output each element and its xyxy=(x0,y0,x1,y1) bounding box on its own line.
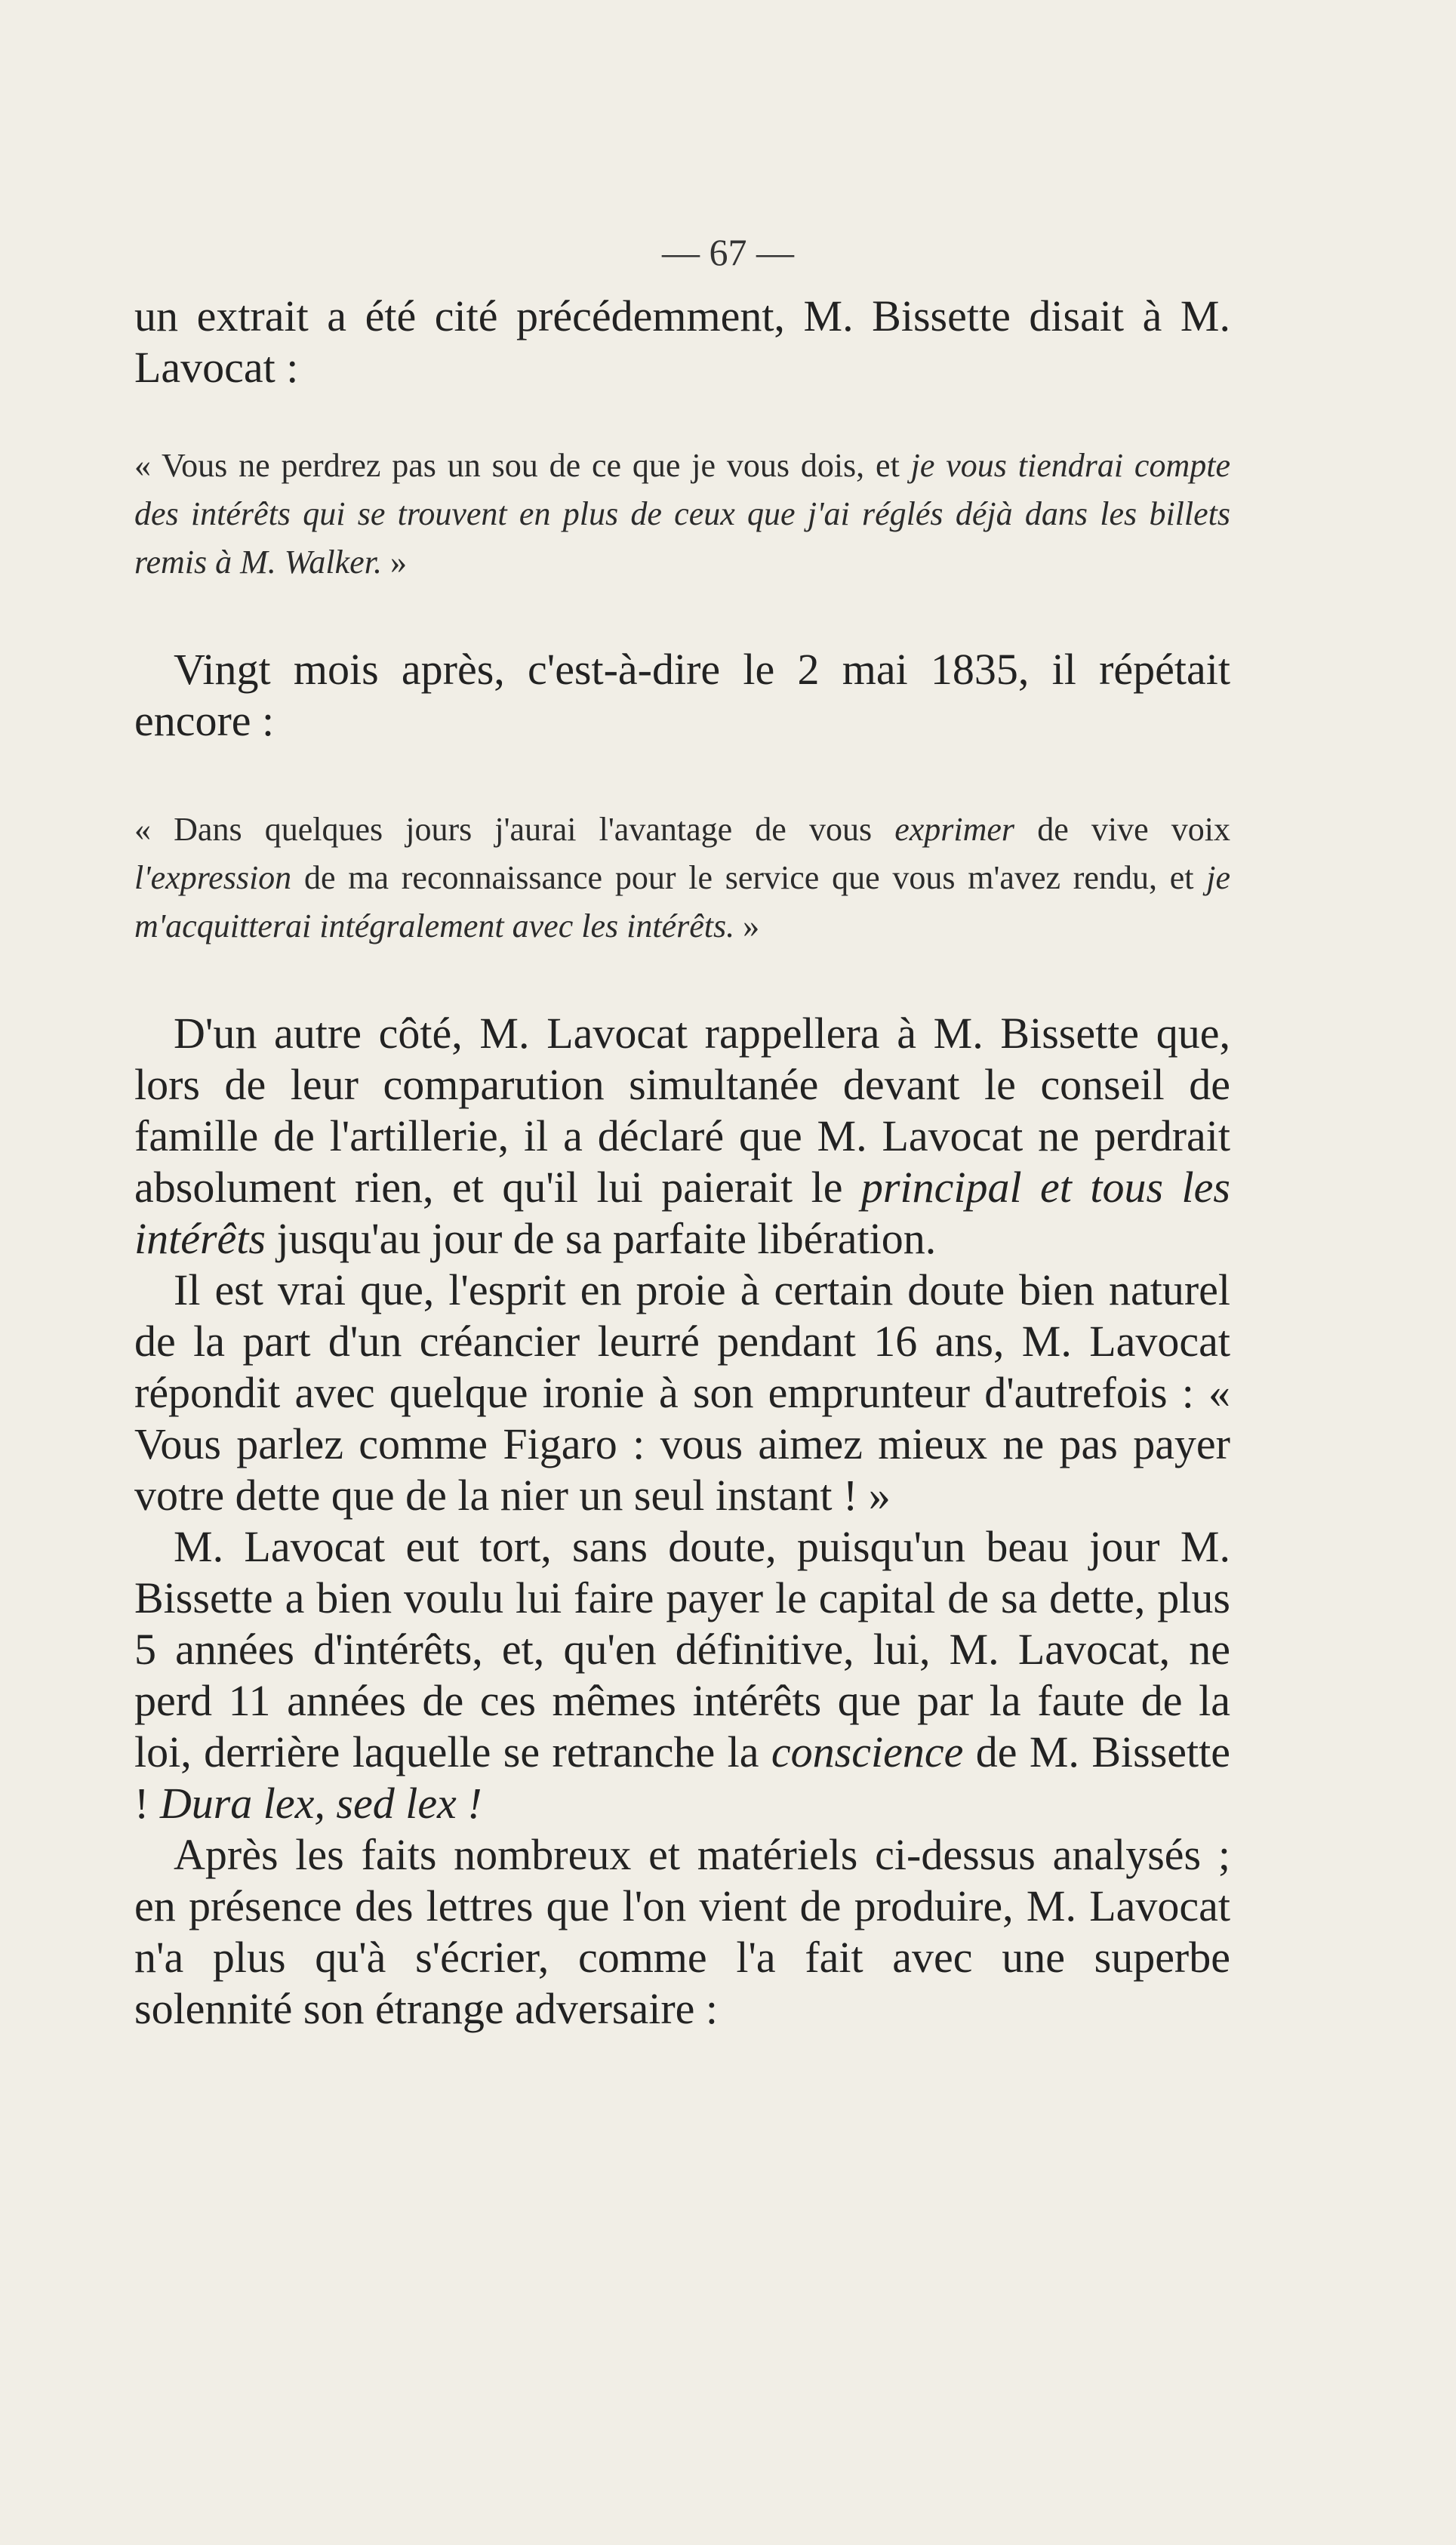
page-number: — 67 — xyxy=(662,231,794,273)
italic-segment: conscience xyxy=(771,1727,964,1776)
italic-segment: exprimer xyxy=(894,811,1015,848)
italic-segment: l'expression xyxy=(134,859,292,896)
text-segment: Il est vrai que, l'esprit en proie à certain doute bien naturel de la part d'un créancier leurré pendant 16 ans, M. Lavocat répondit avec quelque ironie à son emprunteur d'autrefois : « Vous parlez comme Figaro : vous aimez mieux ne pas payer votre dette que de la nier un seul instant ! » xyxy=(134,1265,1230,1520)
text-segment: Après les faits nombreux et matériels ci-dessus analysés ; en présence des lettres que l'on vient de produire, M. Lavocat n'a plus qu'à s'écrier, comme l'a fait avec une superbe solennité son étrange adversaire : xyxy=(134,1830,1230,2033)
text-segment: de M. Bissette ! xyxy=(134,1727,1230,1828)
page-text xyxy=(134,291,1230,2035)
quote-2 xyxy=(134,806,1230,951)
text-segment: » xyxy=(381,544,407,581)
paragraph-4 xyxy=(134,1265,1230,1521)
italic-segment: je m'acquitterai intégralement avec les intérêts. xyxy=(134,859,1230,944)
paragraph-5 xyxy=(134,1521,1230,1829)
text-segment: « Vous ne perdrez pas un sou de ce que je vous dois, et xyxy=(134,447,911,484)
paragraph-3 xyxy=(134,1008,1230,1265)
text-segment: un extrait a été cité précédemment, M. Bissette disait à M. Lavocat : xyxy=(134,291,1230,392)
text-segment: jusqu'au jour de sa parfaite libération. xyxy=(265,1214,937,1263)
paragraph-2 xyxy=(134,644,1230,747)
text-segment: « Dans quelques jours j'aurai l'avantage de vous xyxy=(134,811,895,848)
italic-segment: principal et tous les intérêts xyxy=(134,1163,1230,1263)
italic-segment: je vous tiendrai compte des intérêts qui se trouvent en plus de ceux que j'ai réglés déjà dans les billets remis à M. Walker. xyxy=(134,447,1230,581)
text-segment: D'un autre côté, M. Lavocat rappellera à M. Bissette que, lors de leur comparution simultanée devant le conseil de famille de l'artillerie, il a déclaré que M. Lavocat ne perdrait absolument rien, et qu'il lui paierait le xyxy=(134,1009,1230,1212)
italic-segment: Dura lex, sed lex ! xyxy=(159,1779,482,1828)
text-segment: M. Lavocat eut tort, sans doute, puisqu'un beau jour M. Bissette a bien voulu lui faire payer le capital de sa dette, plus 5 années d'intérêts, et, qu'en définitive, lui, M. Lavocat, ne perd 11 années de ces mêmes intérêts que par la faute de la loi, derrière laquelle se retranche la xyxy=(134,1522,1230,1776)
text-segment: de vive voix xyxy=(1014,811,1230,848)
paragraph-6 xyxy=(134,1829,1230,2035)
text-segment: Vingt mois après, c'est-à-dire le 2 mai 1835, il répétait encore : xyxy=(134,645,1230,745)
paragraph-1 xyxy=(134,291,1230,393)
text-segment: » xyxy=(734,907,760,944)
quote-1 xyxy=(134,442,1230,587)
text-segment: de ma reconnaissance pour le service que vous m'avez rendu, et xyxy=(291,859,1207,896)
